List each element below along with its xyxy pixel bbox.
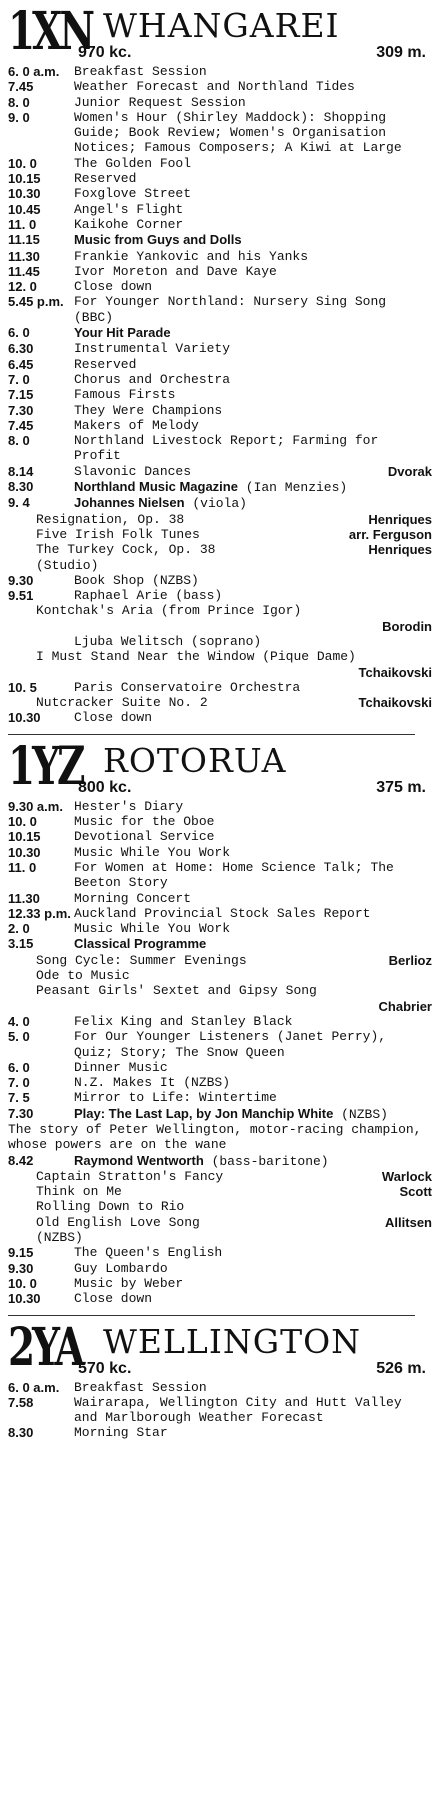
program-title-block <box>74 1380 432 1395</box>
program-title-block <box>74 171 432 186</box>
station-wavelength: 309 m. <box>376 44 426 61</box>
program-subitem <box>8 649 432 664</box>
program-title: Mirror to Life: Wintertime <box>74 1090 277 1106</box>
program-entry <box>8 387 432 402</box>
station-section <box>8 1316 432 1441</box>
program-title: Breakfast Session <box>74 1379 207 1395</box>
subitem-composer: Chabrier <box>378 998 432 1014</box>
program-time: 11.30 <box>8 890 40 906</box>
program-title-block <box>74 1014 432 1029</box>
program-subitem <box>8 619 432 634</box>
program-title: Johannes Nielsen <box>74 495 185 511</box>
program-entry <box>8 357 432 372</box>
program-subitem <box>8 953 432 968</box>
program-subitem <box>8 1230 432 1245</box>
program-entry <box>8 479 432 495</box>
program-extra: (viola) <box>192 496 247 512</box>
station-city: WHANGAREI <box>103 6 340 45</box>
program-title: Auckland Provincial Stock Sales Report <box>74 905 371 921</box>
program-title: Reserved <box>74 171 137 187</box>
program-time: 10. 0 <box>8 814 37 830</box>
subitem-composer: Henriques <box>368 511 432 527</box>
subitem-text: Song Cycle: Summer Evenings <box>36 952 247 968</box>
program-title-block <box>74 325 432 341</box>
program-time: 11.15 <box>8 232 40 248</box>
program-title: Women's Hour (Shirley Maddock): Shopping Guide; Book Review; Women's Organisation Notices; Famous Composers; A Kiwi at Large <box>74 109 402 156</box>
program-subitem <box>8 1199 432 1214</box>
program-title-block <box>74 680 432 695</box>
program-title: N.Z. Makes It (NZBS) <box>74 1075 231 1091</box>
program-entry <box>8 710 432 725</box>
program-time: 2. 0 <box>8 921 30 937</box>
program-title: Dinner Music <box>74 1059 168 1075</box>
program-entry <box>8 829 432 844</box>
program-time: 7. 5 <box>8 1090 30 1106</box>
program-time: 10.30 <box>8 1291 41 1307</box>
program-title: Music While You Work <box>74 844 231 860</box>
subitem-text: Think on Me <box>36 1184 122 1200</box>
program-entry <box>8 634 432 649</box>
station-section <box>8 1 432 726</box>
program-title-block <box>74 341 432 356</box>
program-title: Close down <box>74 279 153 295</box>
program-extra: (bass-baritone) <box>211 1153 329 1169</box>
subitem-text: The Turkey Cock, Op. 38 <box>36 542 216 558</box>
program-extra: (NZBS) <box>341 1106 388 1122</box>
program-entry <box>8 1395 432 1426</box>
program-title: Close down <box>74 1291 153 1307</box>
program-title: For Women at Home: Home Science Talk; The Beeton Story <box>74 859 394 891</box>
program-time: 6.45 <box>8 356 34 372</box>
program-extra: (Ian Menzies) <box>245 480 348 496</box>
program-subitem <box>8 695 432 710</box>
program-time: 10. 0 <box>8 1275 37 1291</box>
program-title: Book Shop (NZBS) <box>74 572 199 588</box>
program-entry <box>8 588 432 603</box>
program-entry <box>8 264 432 279</box>
section-divider <box>8 734 415 735</box>
program-title-block <box>74 264 432 279</box>
program-time: 10.30 <box>8 844 41 860</box>
program-entry <box>8 202 432 217</box>
subitem-text: (Studio) <box>36 557 99 573</box>
program-time: 7.45 <box>8 79 34 95</box>
program-title-block <box>74 814 432 829</box>
subitem-text: Five Irish Folk Tunes <box>36 526 200 542</box>
station-city: WELLINGTON <box>103 1321 362 1361</box>
program-title: Instrumental Variety <box>74 341 231 357</box>
program-composer: Dvorak <box>387 463 432 479</box>
program-title: Music by Weber <box>74 1275 184 1291</box>
program-entry <box>8 891 432 906</box>
program-time: 9.30 <box>8 572 34 588</box>
program-subitem <box>8 968 432 983</box>
program-time: 10.30 <box>8 710 41 726</box>
program-entry <box>8 680 432 695</box>
program-time: 5. 0 <box>8 1029 30 1045</box>
program-time: 8. 0 <box>8 433 30 449</box>
program-title-block <box>74 418 432 433</box>
station-callsign: 2YA <box>8 1316 82 1378</box>
program-title: Chorus and Orchestra <box>74 371 231 387</box>
subitem-text: I Must Stand Near the Window (Pique Dame) <box>36 649 356 665</box>
station-frequency: 800 kc. <box>78 778 132 796</box>
program-time: 11.45 <box>8 263 40 279</box>
program-title: The Queen's English <box>74 1245 223 1261</box>
program-subitem <box>8 1169 432 1184</box>
station-header <box>8 735 432 799</box>
program-title-block <box>74 845 432 860</box>
program-entry <box>8 341 432 356</box>
program-entry <box>8 814 432 829</box>
subitem-composer: Tchaikovski <box>358 664 432 680</box>
program-title-block <box>74 860 432 891</box>
program-time: 4. 0 <box>8 1013 30 1029</box>
program-title-block <box>74 1060 432 1075</box>
program-title-block <box>74 829 432 844</box>
program-entry <box>8 1245 432 1260</box>
program-entry <box>8 1425 432 1440</box>
subitem-text: Captain Stratton's Fancy <box>36 1168 224 1184</box>
program-time: 7. 0 <box>8 1075 30 1091</box>
program-title-block <box>74 433 432 464</box>
program-title: Raymond Wentworth <box>74 1152 204 1168</box>
station-frequency: 570 kc. <box>78 1359 132 1377</box>
program-time: 8.42 <box>8 1152 34 1168</box>
program-entry <box>8 1261 432 1276</box>
program-time: 8.30 <box>8 1425 34 1441</box>
program-entry <box>8 1014 432 1029</box>
program-subitem <box>8 603 432 618</box>
program-entry <box>8 418 432 433</box>
program-title-block <box>74 1291 432 1306</box>
program-time: 7.15 <box>8 387 34 403</box>
program-title-block <box>74 79 432 94</box>
program-entry <box>8 294 432 325</box>
station-header <box>8 1 432 64</box>
program-title-block <box>74 387 432 402</box>
program-subitem <box>8 558 432 573</box>
program-entry <box>8 1075 432 1090</box>
program-entry <box>8 1060 432 1075</box>
program-title: Morning Star <box>74 1425 168 1441</box>
program-title-block <box>74 357 432 372</box>
station-callsign: 1XN <box>8 1 93 62</box>
program-subitem <box>8 512 432 527</box>
program-title: Felix King and Stanley Black <box>74 1013 293 1029</box>
program-title-block <box>74 1425 432 1440</box>
program-entry <box>8 79 432 94</box>
program-title: Raphael Arie (bass) <box>74 588 223 604</box>
program-title: Frankie Yankovic and his Yanks <box>74 248 309 264</box>
program-time: 8.30 <box>8 479 34 495</box>
program-time: 7.58 <box>8 1394 34 1410</box>
program-title: Foxglove Street <box>74 186 192 202</box>
program-title-block <box>74 1245 432 1260</box>
station-header <box>8 1316 432 1380</box>
program-time: 6. 0 <box>8 325 30 341</box>
program-time: 10.45 <box>8 201 41 217</box>
program-entry <box>8 1291 432 1306</box>
program-title-block <box>74 202 432 217</box>
program-title: Ivor Moreton and Dave Kaye <box>74 263 277 279</box>
program-entry <box>8 64 432 79</box>
program-time: 6. 0 a.m. <box>8 1379 60 1395</box>
program-title-block <box>74 1029 432 1060</box>
program-entry <box>8 936 432 952</box>
program-entry <box>8 464 432 479</box>
program-title: Classical Programme <box>74 936 207 952</box>
program-entry <box>8 279 432 294</box>
subitem-composer: Allitsen <box>385 1214 432 1230</box>
program-entry <box>8 325 432 341</box>
subitem-composer: Berlioz <box>388 952 432 968</box>
program-time: 7.30 <box>8 1105 34 1121</box>
program-title: Angel's Flight <box>74 201 184 217</box>
subitem-composer: Tchaikovski <box>358 695 432 711</box>
program-subitem <box>8 527 432 542</box>
program-title: Close down <box>74 710 153 726</box>
program-title: Weather Forecast and Northland Tides <box>74 79 355 95</box>
program-title: Kaikohe Corner <box>74 216 184 232</box>
program-title: Ljuba Welitsch (soprano) <box>74 633 262 649</box>
program-title-block <box>74 464 432 479</box>
program-title-block <box>74 1090 432 1105</box>
program-title-block <box>74 95 432 110</box>
program-title-block <box>74 1075 432 1090</box>
program-title-block <box>74 573 432 588</box>
program-title: Junior Request Session <box>74 94 246 110</box>
program-title: The Golden Fool <box>74 155 192 171</box>
program-subitem <box>8 665 432 680</box>
station-frequency: 970 kc. <box>78 44 132 61</box>
program-time: 10. 5 <box>8 679 37 695</box>
program-entry <box>8 573 432 588</box>
program-time: 9.51 <box>8 588 34 604</box>
program-title-block <box>74 479 432 495</box>
program-title: Famous Firsts <box>74 387 176 403</box>
program-entry <box>8 249 432 264</box>
program-time: 8.14 <box>8 463 34 479</box>
program-entry <box>8 186 432 201</box>
subitem-composer: Borodin <box>382 618 432 634</box>
program-title: Guy Lombardo <box>74 1260 168 1276</box>
subitem-composer: arr. Ferguson <box>348 526 432 542</box>
program-time: 12.33 p.m. <box>8 905 71 921</box>
program-title: Wairarapa, Wellington City and Hutt Valley and Marlborough Weather Forecast <box>74 1394 402 1426</box>
subitem-text: Resignation, Op. 38 <box>36 511 185 527</box>
program-entry <box>8 1106 432 1122</box>
program-subitem <box>8 983 432 998</box>
program-title: Devotional Service <box>74 829 215 845</box>
station-wavelength: 526 m. <box>376 1359 426 1377</box>
program-title: For Younger Northland: Nursery Sing Song (BBC) <box>74 294 387 325</box>
program-title-block <box>74 921 432 936</box>
program-title-block <box>74 232 432 248</box>
program-subitem <box>8 542 432 557</box>
program-title: Music for the Oboe <box>74 814 215 830</box>
program-title-block <box>74 634 432 649</box>
program-time: 9.30 a.m. <box>8 798 63 814</box>
program-title-block <box>74 936 432 952</box>
program-entry <box>8 171 432 186</box>
program-subitem <box>8 1215 432 1230</box>
program-time: 5.45 p.m. <box>8 294 64 310</box>
program-time: 10.15 <box>8 829 41 845</box>
program-title-block <box>74 110 432 156</box>
program-title-block <box>74 906 432 921</box>
program-entry <box>8 1153 432 1169</box>
station-city: ROTORUA <box>103 740 287 780</box>
program-title: Makers of Melody <box>74 417 199 433</box>
program-time: 9.30 <box>8 1260 34 1276</box>
program-title: Morning Concert <box>74 890 192 906</box>
subitem-text: Rolling Down to Rio <box>36 1199 185 1215</box>
program-entry <box>8 1029 432 1060</box>
program-title: Music While You Work <box>74 921 231 937</box>
subitem-text: Old English Love Song <box>36 1214 200 1230</box>
subitem-text: (NZBS) <box>36 1230 83 1246</box>
program-entry <box>8 95 432 110</box>
program-time: 10.30 <box>8 186 41 202</box>
program-entry <box>8 1090 432 1105</box>
program-time: 10. 0 <box>8 155 37 171</box>
subitem-text: Ode to Music <box>36 968 130 984</box>
program-time: 3.15 <box>8 936 34 952</box>
program-title-block <box>74 279 432 294</box>
program-title: Northland Livestock Report; Farming for Profit <box>74 433 379 464</box>
subitem-text: Kontchak's Aria (from Prince Igor) <box>36 603 302 619</box>
program-title-block <box>74 372 432 387</box>
program-title: Music from Guys and Dolls <box>74 232 242 248</box>
program-note: The story of Peter Wellington, motor-racing champion, whose powers are on the wane <box>8 1122 422 1153</box>
program-entry <box>8 906 432 921</box>
program-entry <box>8 232 432 248</box>
program-title: Your Hit Parade <box>74 325 171 341</box>
program-entry <box>8 921 432 936</box>
program-time: 12. 0 <box>8 279 37 295</box>
program-title-block <box>74 1261 432 1276</box>
subitem-composer: Warlock <box>381 1168 432 1184</box>
program-title: Reserved <box>74 356 137 372</box>
program-time: 8. 0 <box>8 94 30 110</box>
program-time: 7. 0 <box>8 371 30 387</box>
program-title: They Were Champions <box>74 402 223 418</box>
program-time: 6. 0 <box>8 1059 30 1075</box>
program-title: Paris Conservatoire Orchestra <box>74 679 301 695</box>
program-title-block <box>74 249 432 264</box>
program-entry <box>8 799 432 814</box>
program-title-block <box>74 1395 432 1426</box>
program-time: 6.30 <box>8 341 34 357</box>
program-time: 9. 0 <box>8 109 30 125</box>
program-time: 6. 0 a.m. <box>8 64 60 79</box>
program-title: Play: The Last Lap, by Jon Manchip White <box>74 1105 334 1121</box>
program-title-block <box>74 495 432 511</box>
program-title-block <box>74 217 432 232</box>
program-title-block <box>74 891 432 906</box>
program-time: 11.30 <box>8 248 40 264</box>
program-title-block <box>74 186 432 201</box>
program-time: 7.30 <box>8 402 34 418</box>
subitem-composer: Henriques <box>368 542 432 558</box>
subitem-text: Peasant Girls' Sextet and Gipsy Song <box>36 983 317 999</box>
program-entry <box>8 372 432 387</box>
program-entry <box>8 433 432 464</box>
program-entry <box>8 1380 432 1395</box>
program-time: 9. 4 <box>8 495 30 511</box>
program-title: Slavonic Dances <box>74 463 192 479</box>
program-entry <box>8 495 432 511</box>
program-title-block <box>74 403 432 418</box>
program-time: 9.15 <box>8 1245 34 1261</box>
program-entry <box>8 217 432 232</box>
program-title-block <box>74 799 432 814</box>
program-time <box>8 634 74 649</box>
program-entry <box>8 403 432 418</box>
program-entry <box>8 156 432 171</box>
program-title-block <box>74 294 432 325</box>
section-divider <box>8 1315 415 1316</box>
program-entry <box>8 845 432 860</box>
program-title-block <box>74 710 432 725</box>
program-title: Breakfast Session <box>74 64 207 79</box>
program-time: 10.15 <box>8 171 41 187</box>
program-time: 11. 0 <box>8 216 37 232</box>
program-entry <box>8 110 432 156</box>
program-title-block <box>74 1276 432 1291</box>
program-title-block <box>74 588 432 603</box>
program-title-block <box>74 1106 432 1122</box>
program-entry <box>8 860 432 891</box>
program-time: 11. 0 <box>8 859 37 875</box>
program-subitem <box>8 1184 432 1199</box>
program-title: Northland Music Magazine <box>74 479 238 495</box>
subitem-text: Nutcracker Suite No. 2 <box>36 695 208 711</box>
program-title-block <box>74 64 432 79</box>
program-subitem <box>8 999 432 1014</box>
station-callsign: 1YZ <box>8 735 83 797</box>
program-entry <box>8 1276 432 1291</box>
program-title: For Our Younger Listeners (Janet Perry), Quiz; Story; The Snow Queen <box>74 1029 387 1060</box>
subitem-composer: Scott <box>399 1184 432 1200</box>
program-title-block <box>74 156 432 171</box>
program-time: 7.45 <box>8 417 34 433</box>
station-wavelength: 375 m. <box>376 778 426 796</box>
program-title-block <box>74 1153 432 1169</box>
program-title: Hester's Diary <box>74 798 184 814</box>
station-section <box>8 735 432 1307</box>
